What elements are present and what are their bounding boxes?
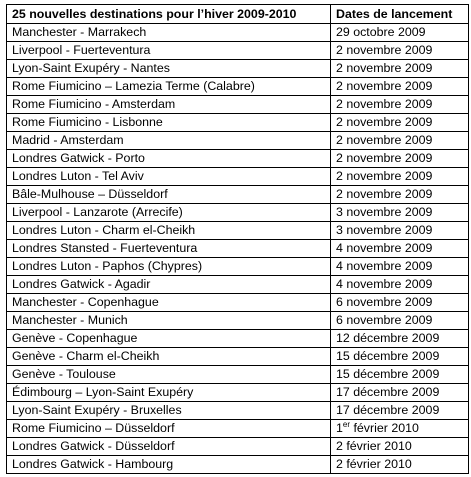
table-row [7, 240, 469, 258]
launch-date-cell: 4 novembre 2009 [331, 276, 469, 294]
route-cell: Londres Gatwick - Porto [7, 150, 331, 168]
launch-date-cell: 4 novembre 2009 [331, 240, 469, 258]
route-cell: Liverpool - Lanzarote (Arrecife) [7, 204, 331, 222]
table-body [7, 24, 469, 474]
table-row [7, 258, 469, 276]
launch-date-cell: 2 novembre 2009 [331, 186, 469, 204]
launch-date-cell: 2 novembre 2009 [331, 150, 469, 168]
route-cell: Manchester - Munich [7, 312, 331, 330]
destinations-table-container [6, 4, 469, 474]
header-launch-dates: Dates de lancement [331, 5, 469, 24]
table-row [7, 402, 469, 420]
date-rest: février 2010 [350, 421, 419, 435]
launch-date-cell: 2 novembre 2009 [331, 96, 469, 114]
table-row [7, 366, 469, 384]
table-row [7, 420, 469, 438]
launch-date-cell [331, 420, 469, 438]
table-row [7, 132, 469, 150]
route-cell: Londres Gatwick - Agadir [7, 276, 331, 294]
launch-date-cell: 12 décembre 2009 [331, 330, 469, 348]
route-cell: Londres Gatwick - Düsseldorf [7, 438, 331, 456]
route-cell: Liverpool - Fuerteventura [7, 42, 331, 60]
route-cell: Londres Luton - Tel Aviv [7, 168, 331, 186]
route-cell: Madrid - Amsterdam [7, 132, 331, 150]
route-cell: Manchester - Copenhague [7, 294, 331, 312]
table-header-row [7, 5, 469, 24]
table-row [7, 114, 469, 132]
table-row [7, 276, 469, 294]
table-row [7, 330, 469, 348]
table-row [7, 348, 469, 366]
table-row [7, 204, 469, 222]
launch-date-cell: 2 novembre 2009 [331, 78, 469, 96]
table-row [7, 150, 469, 168]
table-row [7, 222, 469, 240]
table-row [7, 186, 469, 204]
launch-date-cell: 2 novembre 2009 [331, 42, 469, 60]
launch-date-cell: 29 octobre 2009 [331, 24, 469, 42]
route-cell: Genève - Toulouse [7, 366, 331, 384]
launch-date-cell: 3 novembre 2009 [331, 222, 469, 240]
launch-date-cell: 2 novembre 2009 [331, 132, 469, 150]
table-row [7, 24, 469, 42]
launch-date-cell: 4 novembre 2009 [331, 258, 469, 276]
launch-date-cell: 17 décembre 2009 [331, 384, 469, 402]
table-row [7, 384, 469, 402]
route-cell: Édimbourg – Lyon-Saint Exupéry [7, 384, 331, 402]
table-row [7, 96, 469, 114]
launch-date-cell: 2 février 2010 [331, 456, 469, 474]
table-row [7, 60, 469, 78]
launch-date-cell: 17 décembre 2009 [331, 402, 469, 420]
route-cell: Rome Fiumicino - Lisbonne [7, 114, 331, 132]
route-cell: Genève - Copenhague [7, 330, 331, 348]
route-cell: Manchester - Marrakech [7, 24, 331, 42]
table-row [7, 168, 469, 186]
route-cell: Rome Fiumicino - Amsterdam [7, 96, 331, 114]
header-destinations: 25 nouvelles destinations pour l’hiver 2009-2010 [7, 5, 331, 24]
launch-date-cell: 2 novembre 2009 [331, 114, 469, 132]
table-row [7, 42, 469, 60]
launch-date-cell: 6 novembre 2009 [331, 294, 469, 312]
table-row [7, 294, 469, 312]
table-row [7, 78, 469, 96]
route-cell: Rome Fiumicino – Lamezia Terme (Calabre) [7, 78, 331, 96]
launch-date-cell: 15 décembre 2009 [331, 366, 469, 384]
route-cell: Bâle-Mulhouse – Düsseldorf [7, 186, 331, 204]
route-cell: Londres Luton - Charm el-Cheikh [7, 222, 331, 240]
date-day: 1 [336, 421, 343, 435]
table-row [7, 312, 469, 330]
route-cell: Lyon-Saint Exupéry - Bruxelles [7, 402, 331, 420]
table-row [7, 456, 469, 474]
launch-date-cell: 3 novembre 2009 [331, 204, 469, 222]
route-cell: Genève - Charm el-Cheikh [7, 348, 331, 366]
route-cell: Rome Fiumicino – Düsseldorf [7, 420, 331, 438]
launch-date-cell: 2 novembre 2009 [331, 168, 469, 186]
route-cell: Londres Gatwick - Hambourg [7, 456, 331, 474]
launch-date-cell: 6 novembre 2009 [331, 312, 469, 330]
launch-date-cell: 2 novembre 2009 [331, 60, 469, 78]
destinations-table [6, 4, 469, 474]
route-cell: Londres Stansted - Fuerteventura [7, 240, 331, 258]
date-ordinal-suffix: er [342, 420, 351, 429]
route-cell: Londres Luton - Paphos (Chypres) [7, 258, 331, 276]
launch-date-cell: 15 décembre 2009 [331, 348, 469, 366]
route-cell: Lyon-Saint Exupéry - Nantes [7, 60, 331, 78]
table-row [7, 438, 469, 456]
launch-date-cell: 2 février 2010 [331, 438, 469, 456]
